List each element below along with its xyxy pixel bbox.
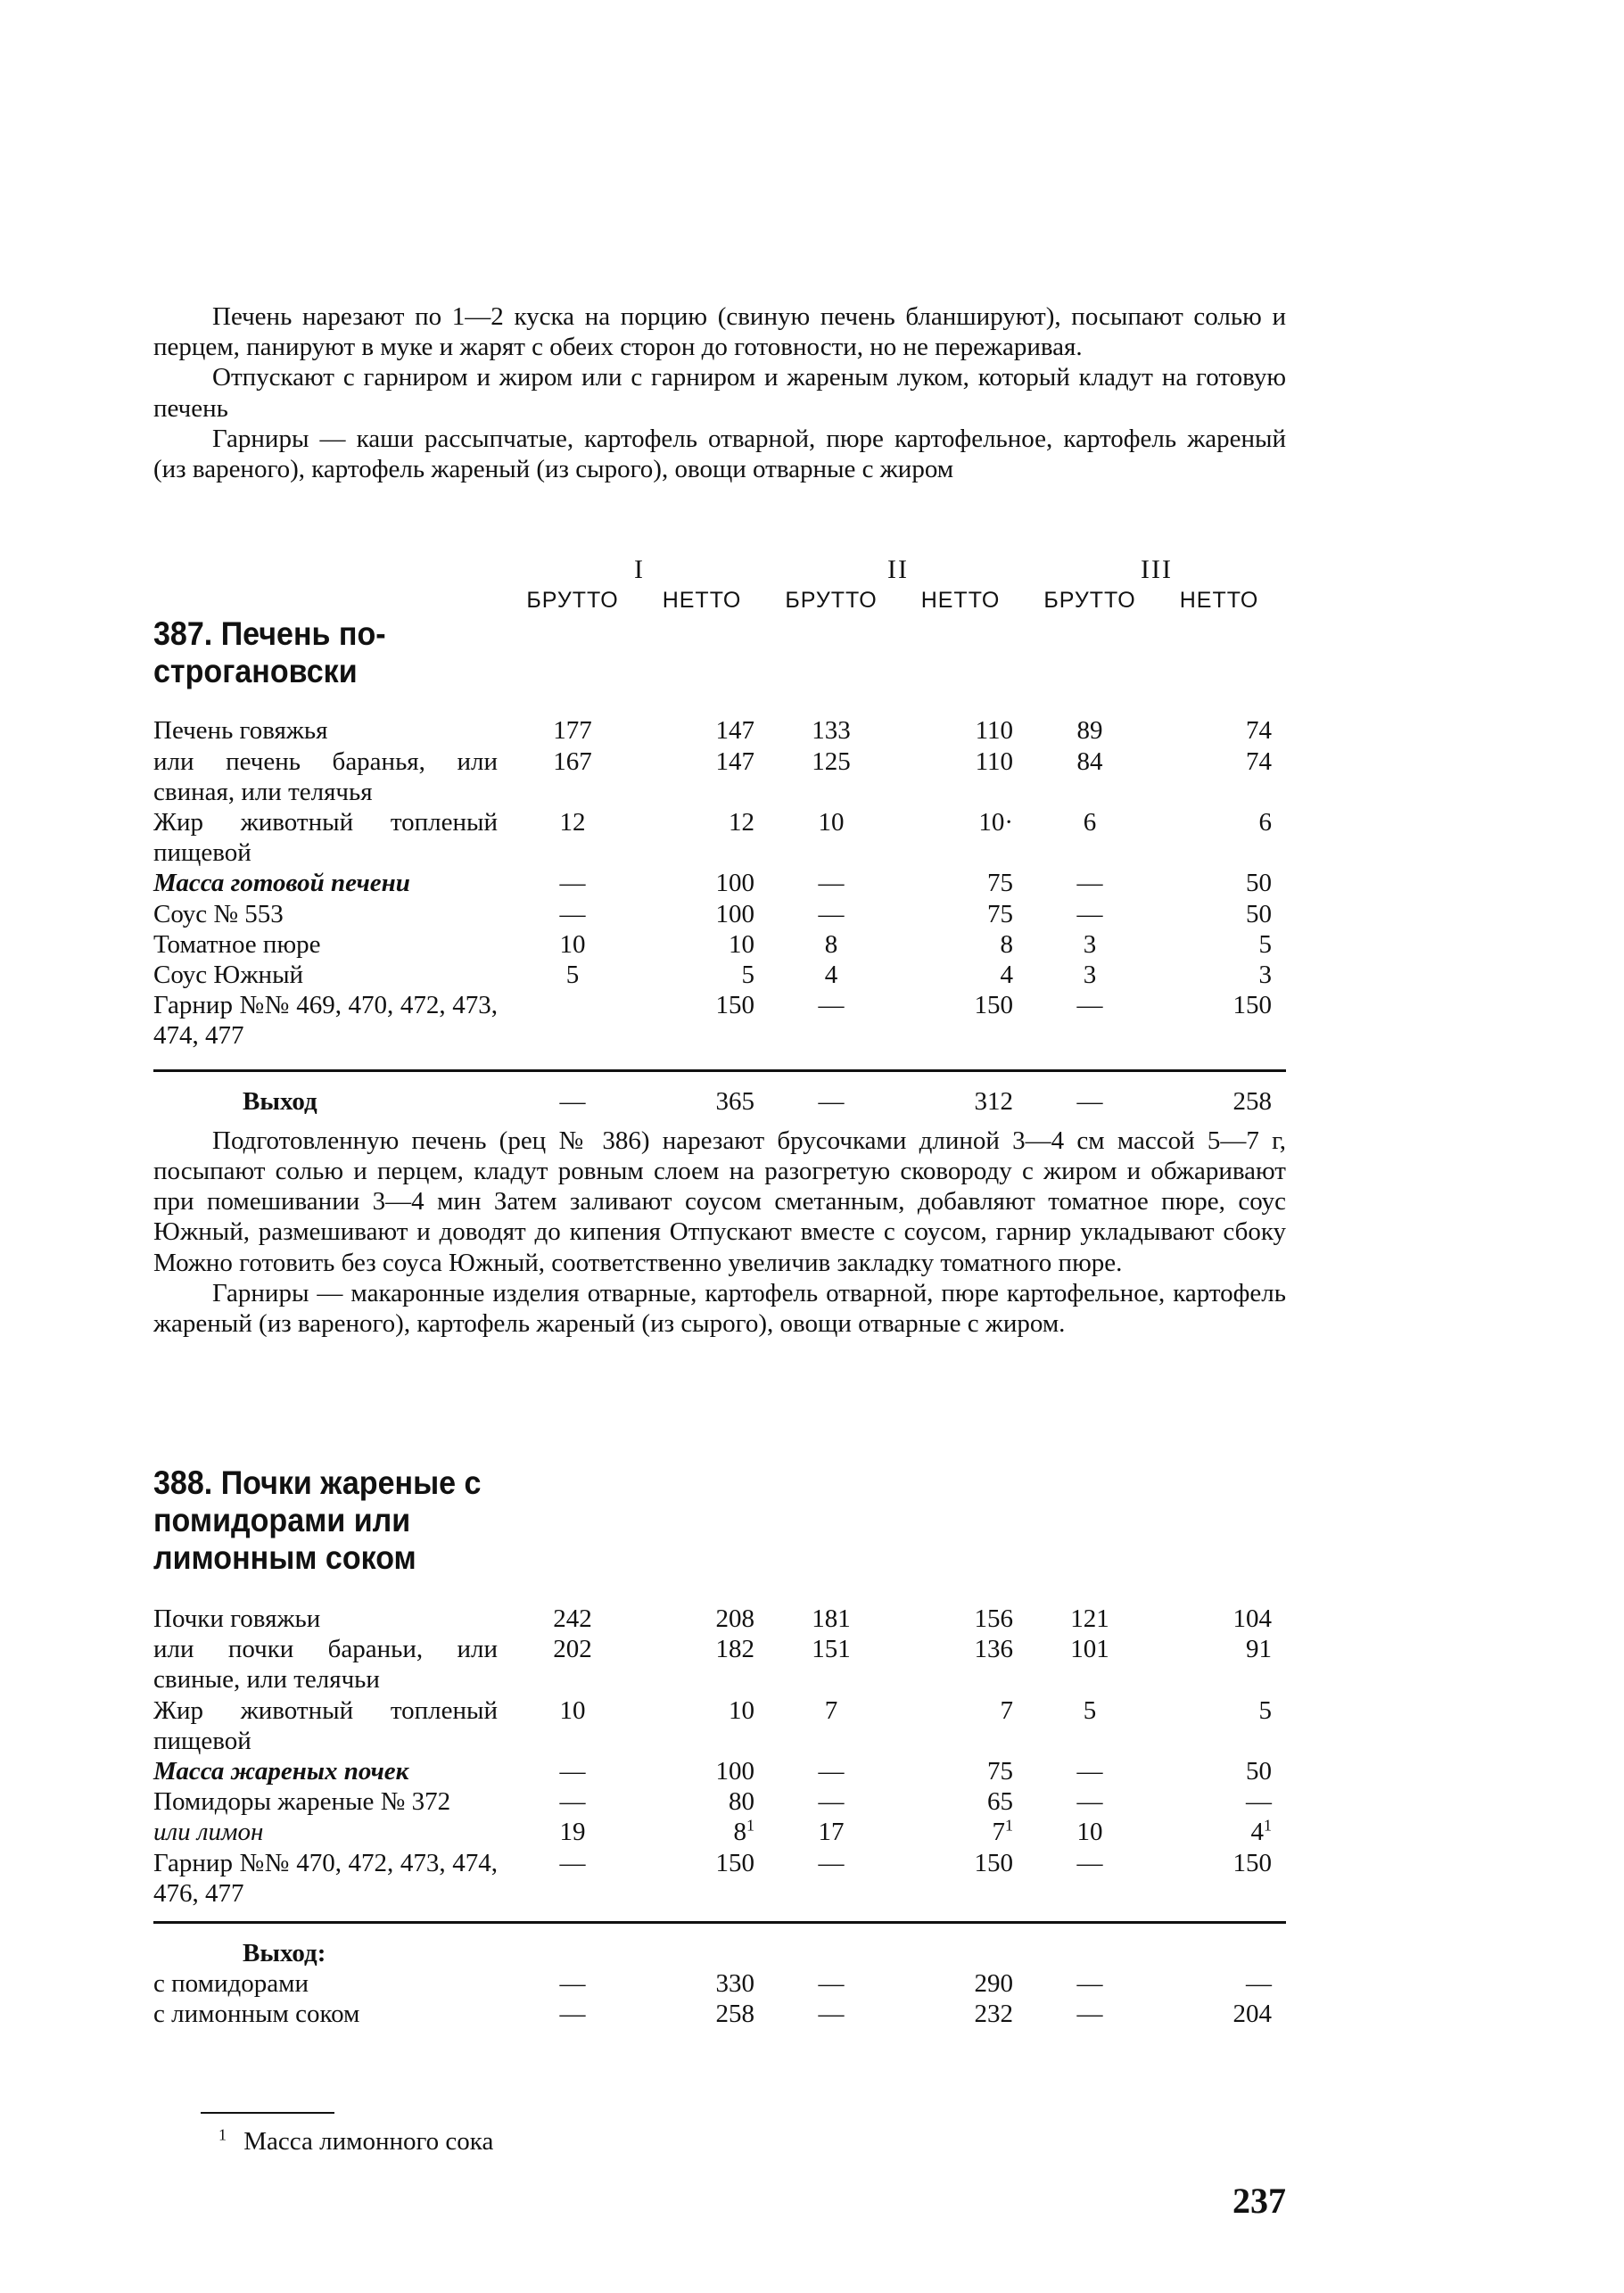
- recipe-387-paragraph-2: Гарниры — макаронные изделия отварные, картофель отварной, пюре картофельное, картофель жареный (из вареного), картофель жареный (из сырого), овощи отварные с жиром.: [153, 1278, 1286, 1339]
- table-cell: 3: [1083, 961, 1097, 990]
- table-row: [153, 1634, 1286, 1695]
- table-cell: 7: [824, 1695, 838, 1725]
- table-cell: 91: [1246, 1635, 1272, 1664]
- table-cell: [510, 990, 635, 1051]
- table-cell: 232: [974, 2000, 1013, 2029]
- table-cell: —: [559, 1969, 586, 1999]
- table-cell: 10: [1076, 1818, 1103, 1847]
- table-cell: —: [818, 899, 845, 928]
- ingredient-name: Помидоры жареные № 372: [153, 1787, 451, 1817]
- table-row: [153, 1968, 1286, 1999]
- table-cell: 50: [1246, 899, 1273, 928]
- table-cell: 4: [824, 961, 838, 990]
- table-cell: 6: [1258, 808, 1273, 837]
- recipe-388-rows: [153, 1604, 1286, 1909]
- table-cell: 121: [1070, 1604, 1109, 1633]
- table-cell: 8: [1000, 929, 1014, 959]
- table-row: [153, 899, 1286, 929]
- column-group-2: II: [887, 555, 909, 584]
- table-row: [153, 868, 1286, 898]
- table-cell: 10: [729, 929, 754, 959]
- table-cell: 3: [1083, 929, 1097, 959]
- table-cell: 136: [974, 1635, 1013, 1664]
- table-cell: —: [818, 1086, 845, 1116]
- table-cell: 4: [1000, 961, 1014, 990]
- subheader-netto: НЕТТО: [1179, 588, 1259, 614]
- table-cell: —: [818, 1787, 845, 1817]
- table-cell: 80: [729, 1787, 754, 1817]
- table-cell: 167: [553, 746, 592, 776]
- table-cell: 110: [975, 746, 1014, 776]
- subheader-netto: НЕТТО: [662, 588, 742, 614]
- ingredient-name: с лимонным соком: [153, 2000, 360, 2029]
- table-cell: 290: [974, 1969, 1013, 1999]
- intro-paragraph-1: Печень нарезают по 1—2 куска на порцию (свиную печень бланшируют), посыпают солью и перцем, панируют в муке и жарят с обеих сторон до готовности, но не пережаривая.: [153, 302, 1286, 362]
- column-subheader: [153, 585, 1286, 615]
- ingredient-name: Жир животный топленый пищевой: [153, 1695, 498, 1755]
- table-cell: 75: [987, 1757, 1013, 1786]
- recipe-387-rows: [153, 715, 1286, 1051]
- subheader-brutto: БРУТТО: [785, 588, 878, 614]
- ingredient-name: или лимон: [153, 1818, 264, 1847]
- recipe-388-output-rows: [153, 1968, 1286, 2029]
- table-cell: 147: [715, 716, 754, 746]
- table-row: [153, 1604, 1286, 1634]
- table-cell: 10·: [978, 808, 1014, 837]
- table-cell: 5: [741, 961, 754, 990]
- table-cell: 312: [974, 1086, 1014, 1116]
- table-cell: —: [1076, 1086, 1103, 1116]
- table-cell: 181: [812, 1604, 851, 1633]
- table-cell: —: [1076, 1787, 1103, 1817]
- intro-text: [153, 301, 1286, 484]
- table-cell: 101: [1070, 1635, 1109, 1664]
- table-cell: 6: [1083, 808, 1097, 837]
- table-cell: —: [559, 1787, 586, 1817]
- output-label: Выход:: [243, 1939, 326, 1968]
- table-cell: —: [818, 1757, 845, 1786]
- ingredient-name: Печень говяжья: [153, 716, 328, 746]
- table-cell: —: [1076, 1757, 1103, 1786]
- recipe-388-title: 388. Почки жареные с помидорами или лимонным соком: [153, 1464, 482, 1576]
- table-cell: 5: [1083, 1695, 1097, 1725]
- intro-paragraph-2: Отпускают с гарниром и жиром или с гарниром и жареным луком, который кладут на готовую печень: [153, 363, 1286, 423]
- output-label: Выход: [243, 1086, 317, 1116]
- table-cell: 75: [987, 869, 1014, 898]
- table-row: [153, 746, 1286, 807]
- table-cell: 100: [715, 899, 754, 928]
- table-cell: —: [559, 869, 586, 898]
- table-cell: —: [1076, 2000, 1103, 2029]
- table-cell: 74: [1246, 716, 1273, 746]
- intro-paragraph-3: Гарниры — каши рассыпчатые, картофель отварной, пюре картофельное, картофель жареный (из вареного), картофель жареный (из сырого), овощи отварные с жиром: [153, 424, 1286, 484]
- page-number: 237: [1232, 2181, 1286, 2221]
- table-cell: 100: [715, 1757, 754, 1786]
- table-cell: 65: [987, 1787, 1013, 1817]
- table-cell: —: [818, 991, 845, 1020]
- footnote-ref: 1: [1264, 1816, 1272, 1835]
- table-row: [153, 1695, 1286, 1756]
- table-cell: —: [559, 1086, 586, 1116]
- table-cell: 7: [1000, 1695, 1013, 1725]
- table-cell: 156: [974, 1604, 1013, 1633]
- table-cell: —: [818, 1969, 845, 1999]
- table-cell: 12: [729, 808, 754, 837]
- table-cell: —: [818, 2000, 845, 2029]
- table-cell: 5: [1258, 1695, 1272, 1725]
- table-cell: 133: [812, 716, 851, 746]
- table-cell: 5: [565, 961, 580, 990]
- table-cell: —: [818, 1848, 845, 1877]
- ingredient-name: Почки говяжьи: [153, 1604, 321, 1633]
- table-cell: 150: [974, 1848, 1013, 1877]
- table-cell: 10: [729, 1695, 754, 1725]
- recipe-387-paragraph-1: Подготовленную печень (рец № 386) нарезают брусочками длиной 3—4 см массой 5—7 г, посыпают солью и перцем, кладут ровным слоем на разогретую сковороду с жиром и обжаривают при помешивании 3—4 мин Затем заливают соусом сметанным, добавляют томатное пюре, соус Южный, размешивают и доводят до кипения Отпускают вместе с соусом, гарнир укладывают сбоку Можно готовить без соуса Южный, соответственно увеличив закладку томатного пюре.: [153, 1126, 1286, 1277]
- recipe-387-method: [153, 1126, 1286, 1339]
- table-cell: 3: [1258, 961, 1273, 990]
- ingredient-name: Соус Южный: [153, 961, 304, 990]
- table-row: [153, 715, 1286, 746]
- table-cell: —: [559, 1757, 586, 1786]
- table-cell: 330: [715, 1969, 754, 1999]
- table-cell: —: [1076, 899, 1103, 928]
- table-cell: 19: [559, 1818, 586, 1847]
- footnote-text: Масса лимонного сока: [243, 2127, 494, 2156]
- table-cell: 110: [975, 716, 1014, 746]
- footnote-ref: 1: [746, 1816, 754, 1835]
- table-cell: $4^1$: [1250, 1816, 1272, 1847]
- footnote-mark: 1: [218, 2125, 227, 2144]
- recipe-387-output-row: [153, 1086, 1286, 1117]
- table-cell: $7^1$: [992, 1816, 1013, 1847]
- table-row: [153, 1817, 1286, 1847]
- table-cell: 242: [553, 1604, 592, 1633]
- table-row: [153, 807, 1286, 868]
- ingredient-name: Масса готовой печени: [153, 869, 410, 898]
- table-row: [153, 1756, 1286, 1786]
- table-row: [153, 1999, 1286, 2029]
- table-cell: —: [1246, 1969, 1272, 1999]
- table-cell: —: [1076, 1848, 1103, 1877]
- table-cell: 147: [715, 746, 754, 776]
- ingredient-name: Жир животный топленый пищевой: [153, 808, 498, 868]
- table-cell: 202: [553, 1635, 592, 1664]
- table-cell: 182: [715, 1635, 754, 1664]
- table-cell: 365: [715, 1086, 754, 1116]
- ingredient-name: или почки бараньи, или свиные, или телячьи: [153, 1635, 498, 1695]
- table-cell: 104: [1232, 1604, 1272, 1633]
- table-cell: 258: [1232, 1086, 1273, 1116]
- table-cell: 150: [715, 991, 754, 1020]
- table-cell: 150: [715, 1848, 754, 1877]
- ingredient-name: с помидорами: [153, 1969, 309, 1999]
- table-row: [153, 929, 1286, 960]
- footnote-rule: [201, 2112, 334, 2114]
- table-cell: 10: [559, 929, 586, 959]
- table-cell: 5: [1258, 929, 1273, 959]
- table-cell: $8^1$: [733, 1816, 754, 1847]
- column-group-1: I: [634, 555, 645, 584]
- recipe-387: [153, 555, 1286, 1339]
- table-cell: —: [559, 1848, 586, 1877]
- table-cell: 89: [1076, 716, 1103, 746]
- ingredient-name: Соус № 553: [153, 899, 284, 928]
- column-group-header: [153, 555, 1286, 585]
- ingredient-name: Гарнир №№ 469, 470, 472, 473, 474, 477: [153, 991, 498, 1051]
- table-cell: 151: [812, 1635, 851, 1664]
- table-cell: 177: [553, 716, 592, 746]
- table-cell: 17: [818, 1818, 845, 1847]
- table-cell: —: [1076, 991, 1103, 1020]
- recipe-387-table: [153, 555, 1286, 1117]
- table-row: [153, 990, 1286, 1051]
- table-cell: 84: [1076, 746, 1103, 776]
- table-cell: 100: [715, 869, 754, 898]
- table-cell: —: [559, 2000, 586, 2029]
- ingredient-name: или печень баранья, или свиная, или телячья: [153, 746, 498, 806]
- table-cell: —: [1076, 869, 1103, 898]
- table-cell: 150: [974, 991, 1014, 1020]
- table-cell: —: [1246, 1787, 1272, 1817]
- table-cell: 74: [1246, 746, 1273, 776]
- recipe-388: [153, 1464, 1286, 2030]
- recipe-387-title: 387. Печень по-строгановски: [153, 615, 386, 690]
- table-row: [153, 1848, 1286, 1909]
- table-cell: 258: [715, 2000, 754, 2029]
- footnote: [218, 2127, 493, 2157]
- table-row: [153, 1786, 1286, 1817]
- table-cell: 150: [1232, 1848, 1272, 1877]
- ingredient-name: Томатное пюре: [153, 929, 321, 959]
- table-cell: —: [1076, 1969, 1103, 1999]
- table-cell: 12: [559, 808, 586, 837]
- subheader-brutto: БРУТТО: [526, 588, 619, 614]
- column-group-3: III: [1141, 555, 1174, 584]
- table-cell: 125: [812, 746, 851, 776]
- footnote-ref: 1: [1005, 1816, 1013, 1835]
- recipe-388-table: [153, 1464, 1286, 2030]
- table-cell: —: [818, 869, 845, 898]
- table-cell: 75: [987, 899, 1014, 928]
- table-cell: 208: [715, 1604, 754, 1633]
- table-cell: 50: [1246, 1757, 1272, 1786]
- table-cell: 204: [1232, 2000, 1272, 2029]
- table-cell: 50: [1246, 869, 1273, 898]
- ingredient-name: Гарнир №№ 470, 472, 473, 474, 476, 477: [153, 1848, 498, 1908]
- table-cell: 10: [818, 808, 845, 837]
- subheader-netto: НЕТТО: [920, 588, 1001, 614]
- subheader-brutto: БРУТТО: [1043, 588, 1136, 614]
- table-cell: 150: [1232, 991, 1273, 1020]
- table-cell: —: [559, 899, 586, 928]
- table-cell: 8: [824, 929, 838, 959]
- table-cell: 10: [559, 1695, 586, 1725]
- ingredient-name: Масса жареных почек: [153, 1757, 409, 1786]
- table-row: [153, 960, 1286, 990]
